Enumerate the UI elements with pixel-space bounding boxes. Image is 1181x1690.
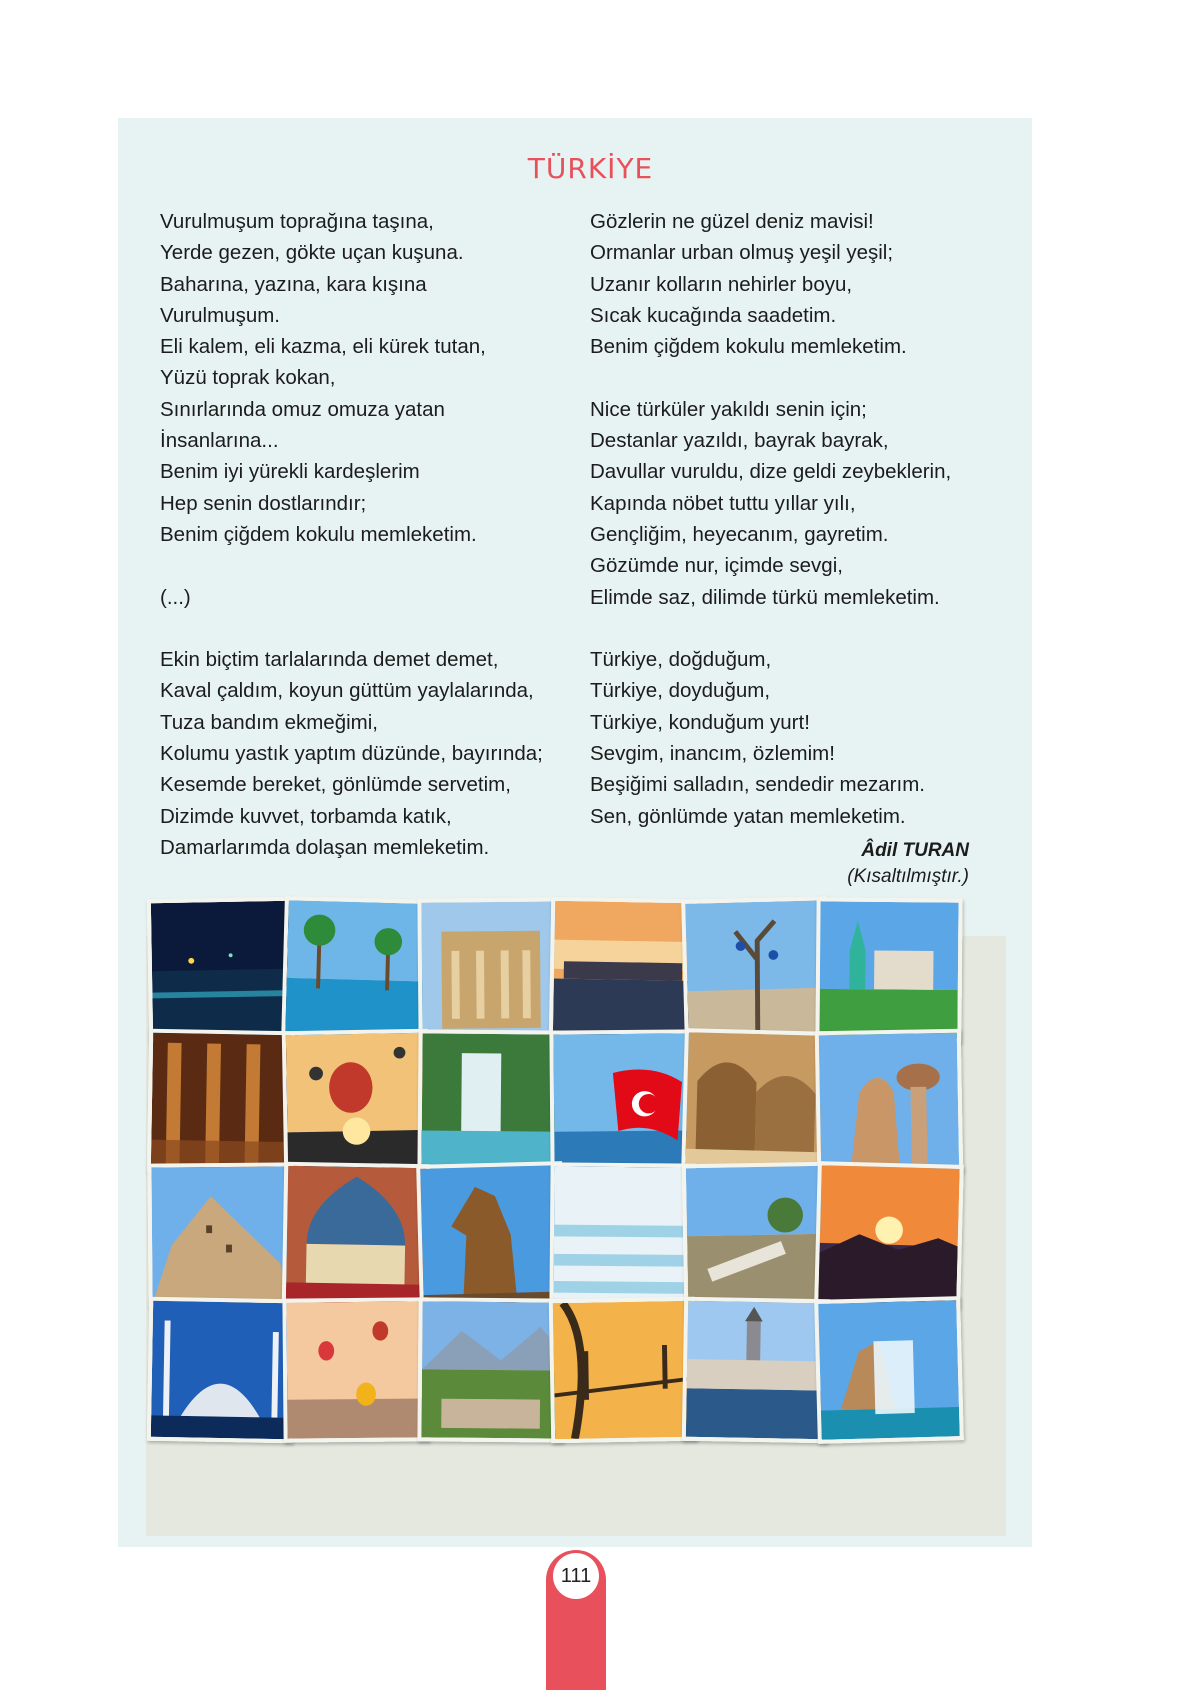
poem-line: Sen, gönlümde yatan memleketim. [590, 804, 906, 828]
poem-line: Nice türküler yakıldı senin için; [590, 397, 867, 421]
poem-line: Gözümde nur, içimde sevgi, [590, 554, 843, 578]
uchisar-castle-photo [147, 1162, 294, 1307]
poem-line: Sıcak kucağında saadetim. [590, 303, 837, 327]
mountain-sunset-photo [814, 1161, 964, 1309]
night-coast-photo [147, 897, 295, 1044]
poem-line: Benim çiğdem kokulu memleketim. [590, 335, 907, 359]
turkish-flag-photo [549, 1029, 696, 1174]
poem-line: Benim çiğdem kokulu memleketim. [160, 522, 477, 546]
poem-line: (...) [160, 585, 191, 609]
poem-line: Hep senin dostlarındır; [160, 491, 367, 515]
poem-line: Dizimde kuvvet, torbamda katık, [160, 804, 452, 828]
poem-line: Yerde gezen, gökte uçan kuşuna. [160, 241, 464, 265]
poem-line: Gençliğim, heyecanım, gayretim. [590, 522, 889, 546]
poem-line: Sevgim, inancım, özlemim! [590, 742, 835, 766]
istanbul-sunset-photo [549, 897, 697, 1044]
poem-line: Gözlerin ne güzel deniz mavisi! [590, 210, 874, 233]
poem-line: Vurulmuşum toprağına taşına, [160, 210, 434, 233]
trojan-horse-photo [416, 1161, 566, 1309]
poem-line: Davullar vuruldu, dize geldi zeybeklerin, [590, 460, 952, 484]
poem-line: Ormanlar urban olmuş yeşil yeşil; [590, 241, 894, 265]
poem-line: Benim iyi yürekli kardeşlerim [160, 460, 420, 484]
evil-eye-tree-photo [681, 896, 831, 1044]
palm-pool-photo [281, 896, 431, 1044]
author-name: Âdil TURAN [861, 840, 969, 861]
poem-line: Türkiye, doğduğum, [590, 648, 772, 672]
blue-mosque-photo [147, 1297, 295, 1444]
bosphorus-bridge-photo [549, 1297, 697, 1444]
mevlana-museum-photo [815, 897, 962, 1042]
stanza-gap [160, 550, 543, 581]
poem-line: Türkiye, konduğum yurt! [590, 710, 810, 734]
stanza-gap [590, 362, 951, 393]
ephesus-library-photo [417, 897, 564, 1042]
poem-line: Vurulmuşum. [160, 303, 280, 327]
poem-line: Kolumu yastık yaptım düzünde, bayırında; [160, 742, 543, 766]
ancient-ruins-photo [682, 1162, 830, 1309]
poem-line: Kaval çaldım, koyun güttüm yaylalarında, [160, 679, 534, 703]
poem-right-column [590, 206, 951, 832]
galata-tower-photo [682, 1297, 830, 1444]
author-block [847, 838, 969, 890]
poem-line: Ekin biçtim tarlalarında demet demet, [160, 648, 499, 672]
stone-arches-photo [681, 1028, 831, 1176]
ancient-theatre-photo [417, 1297, 564, 1442]
coastal-waterfall-photo [814, 1296, 964, 1444]
poem-line: Beşiğimi salladın, sendedir mezarım. [590, 773, 925, 797]
mosque-interior-photo [282, 1162, 430, 1309]
basilica-cistern-photo [147, 1029, 295, 1176]
poem-line: Tuza bandım ekmeğimi, [160, 710, 378, 734]
poem-line: Damarlarımda dolaşan memleketim. [160, 835, 490, 859]
poem-left-column [160, 206, 543, 863]
balloon-sunset-photo [282, 1029, 430, 1176]
poem-title: TÜRKİYE [527, 152, 654, 185]
fairy-chimneys-photo [815, 1029, 963, 1176]
poem-line: Eli kalem, eli kazma, eli kürek tutan, [160, 335, 486, 359]
stanza-gap [590, 613, 951, 644]
page-number: 111 [553, 1553, 599, 1599]
poem-line: Baharına, yazına, kara kışına [160, 272, 427, 296]
cappadocia-balloons-photo [282, 1297, 429, 1442]
poem-line: İnsanlarına... [160, 429, 279, 453]
poem-line: Yüzü toprak kokan, [160, 366, 336, 390]
poem-line: Uzanır kolların nehirler boyu, [590, 272, 853, 296]
stanza-gap [160, 613, 543, 644]
poem-line: Türkiye, doyduğum, [590, 679, 771, 703]
abridged-note: (Kısaltılmıştır.) [847, 866, 969, 887]
poem-line: Kesemde bereket, gönlümde servetim, [160, 773, 511, 797]
poem-line: Elimde saz, dilimde türkü memleketim. [590, 585, 940, 609]
poem-line: Sınırlarında omuz omuza yatan [160, 397, 445, 421]
poem-line: Kapında nöbet tuttu yıllar yılı, [590, 491, 856, 515]
poem-line: Destanlar yazıldı, bayrak bayrak, [590, 429, 889, 453]
waterfall-forest-photo [417, 1029, 564, 1174]
pamukkale-travertine-photo [549, 1162, 696, 1307]
